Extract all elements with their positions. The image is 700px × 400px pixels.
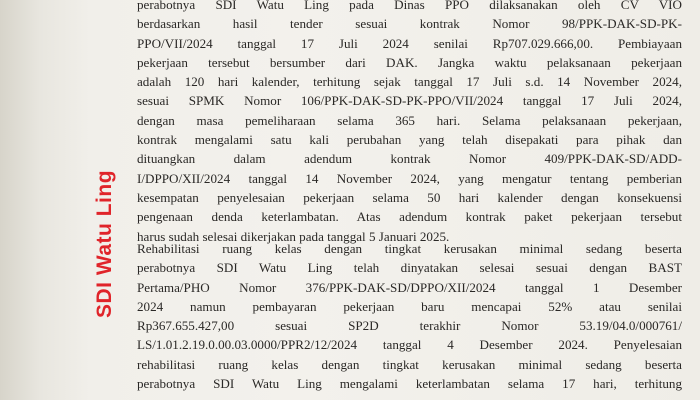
text-line: perabotnya SDI Watu Ling telah dinyatakan selesai sesuai dengan BAST	[137, 260, 682, 276]
text-line: pekerjaan tersebut bersumber dari DAK. Jangka waktu pelaksanaan pekerjaan	[137, 54, 682, 70]
text-line: Pertama/PHO Nomor 376/PPK-DAK-SD/DPPO/XII/2024 tanggal 1 Desember	[137, 279, 682, 295]
paragraph-1	[137, 0, 682, 246]
text-line: I/DPPO/XII/2024 tanggal 14 November 2024, yang mengatur tentang pemberian	[137, 170, 682, 186]
text-line: Rehabilitasi ruang kelas dengan tingkat kerusakan minimal sedang beserta	[137, 241, 682, 256]
text-line: perabotnya SDI Watu Ling pada Dinas PPO dilaksanakan oleh CV VIO	[137, 0, 682, 12]
text-line: sesuai SPMK Nomor 106/PPK-DAK-SD-PK-PPO/VII/2024 tanggal 17 Juli 2024,	[137, 93, 682, 109]
text-line: harus sudah selesai dikerjakan pada tanggal 5 Januari 2025.	[137, 228, 450, 244]
paragraph-2	[137, 239, 682, 393]
text-line: dengan masa pemeliharaan selama 365 hari. Selama pelaksanaan pekerjaan,	[137, 112, 682, 128]
text-line: LS/1.01.2.19.0.00.03.0000/PPR2/12/2024 tanggal 4 Desember 2024. Penyelesaian	[137, 337, 682, 353]
text-line: pengenaan denda keterlambatan. Atas adendum kontrak paket pekerjaan tersebut	[137, 209, 682, 225]
text-line: dituangkan dalam adendum kontrak Nomor 409/PPK-DAK-SD/ADD-	[137, 151, 682, 167]
text-line: 2024 namun pembayaran pekerjaan baru mencapai 52% atau senilai	[137, 298, 682, 314]
text-line: adalah 120 hari kalender, terhitung sejak tanggal 17 Juli s.d. 14 November 2024,	[137, 74, 682, 90]
side-label: SDI Watu Ling	[93, 169, 116, 318]
text-line: kontrak mengalami satu kali perubahan yang telah disepakati para pihak dan	[137, 132, 682, 148]
text-line: PPO/VII/2024 tanggal 17 Juli 2024 senilai Rp707.029.666,00. Pembiayaan	[137, 35, 682, 51]
text-line: Rp367.655.427,00 sesuai SP2D terakhir Nomor 53.19/04.0/000761/	[137, 318, 682, 334]
text-line: rehabilitasi ruang kelas dengan tingkat kerusakan minimal sedang beserta	[137, 356, 682, 372]
text-line: perabotnya SDI Watu Ling mengalami keterlambatan selama 17 hari, terhitung	[137, 376, 682, 392]
text-line: kesempatan penyelesaian pekerjaan selama 50 hari kalender dengan konsekuensi	[137, 189, 682, 205]
text-line: berdasarkan hasil tender sesuai kontrak Nomor 98/PPK-DAK-SD-PK-	[137, 16, 682, 32]
